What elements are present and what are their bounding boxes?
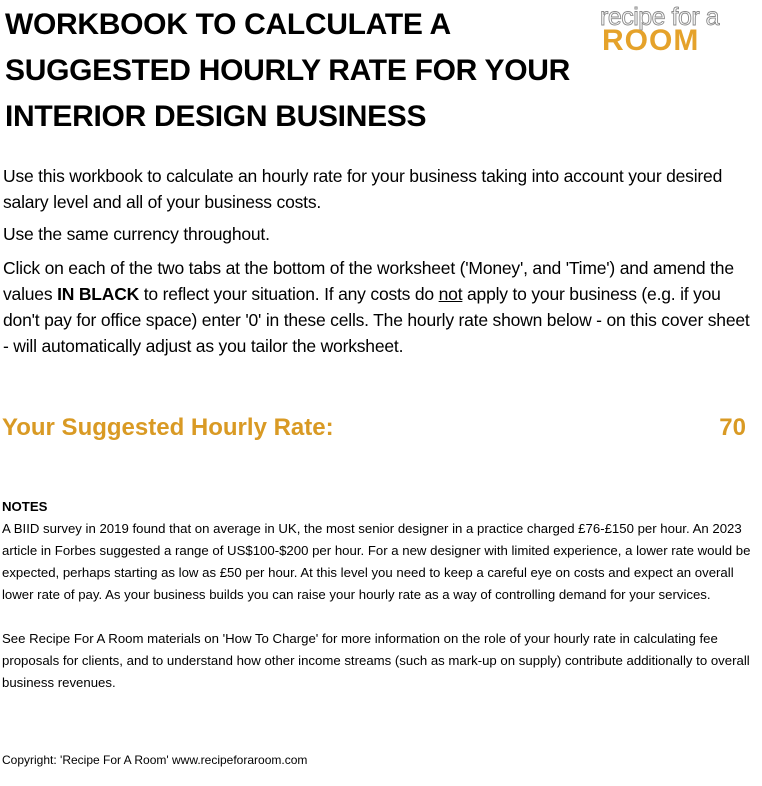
intro-section — [3, 163, 759, 359]
intro-p3-part-b: to reflect your situation. If any costs do — [139, 284, 439, 304]
notes-heading: NOTES — [2, 499, 48, 514]
logo-text-bottom: ROOM — [602, 24, 700, 57]
notes-paragraph-2: See Recipe For A Room materials on 'How To Charge' for more information on the role of your hourly rate in calculating fee proposals for clients, and to understand how other income streams (such as mark-up on supply) contribute additionally to overall business revenues. — [2, 631, 750, 690]
page-title — [5, 2, 595, 140]
intro-paragraph-1: Use this workbook to calculate an hourly rate for your business taking into account your desired salary level and all of your business costs. — [3, 166, 723, 212]
hourly-rate-value[interactable]: 70 — [719, 414, 746, 441]
hourly-rate-label: Your Suggested Hourly Rate: — [2, 414, 334, 441]
intro-p3-part-a: Click on each of the two tabs at the bottom of the worksheet ('Money', and 'Time') and amend the values — [3, 258, 734, 304]
intro-paragraph-3 — [3, 255, 759, 359]
notes-paragraph-1: A BIID survey in 2019 found that on average in UK, the most senior designer in a practice charged £76-£150 per hour. An 2023 article in Forbes suggested a range of US$100-$200 per hour. For a new designer with limited experience, a lower rate would be expected, perhaps starting as low as £50 per hour. At this level you need to keep a careful eye on costs and expect an overall lower rate of pay. As your business builds you can raise your hourly rate as a way of controlling demand for your services. — [2, 521, 751, 602]
brand-logo — [600, 3, 730, 57]
intro-paragraph-2: Use the same currency throughout. — [3, 224, 270, 244]
title-line-1: WORKBOOK TO CALCULATE A — [5, 8, 451, 41]
notes-section — [2, 496, 758, 694]
logo-text-top: recipe for a — [600, 3, 720, 31]
title-line-2: SUGGESTED HOURLY RATE FOR YOUR — [5, 54, 570, 87]
in-black-emphasis: IN BLACK — [57, 284, 140, 304]
copyright-text: Copyright: 'Recipe For A Room' www.recipeforaroom.com — [2, 753, 308, 767]
title-line-3: INTERIOR DESIGN BUSINESS — [5, 100, 427, 133]
not-underline: not — [438, 284, 463, 304]
intro-p3-part-c: apply to your business (e.g. if you don't pay for office space) enter '0' in these cells. The hourly rate shown below - on this cover sheet - will automatically adjust as you tailor the worksheet. — [3, 284, 750, 356]
hourly-rate-row — [2, 412, 746, 444]
